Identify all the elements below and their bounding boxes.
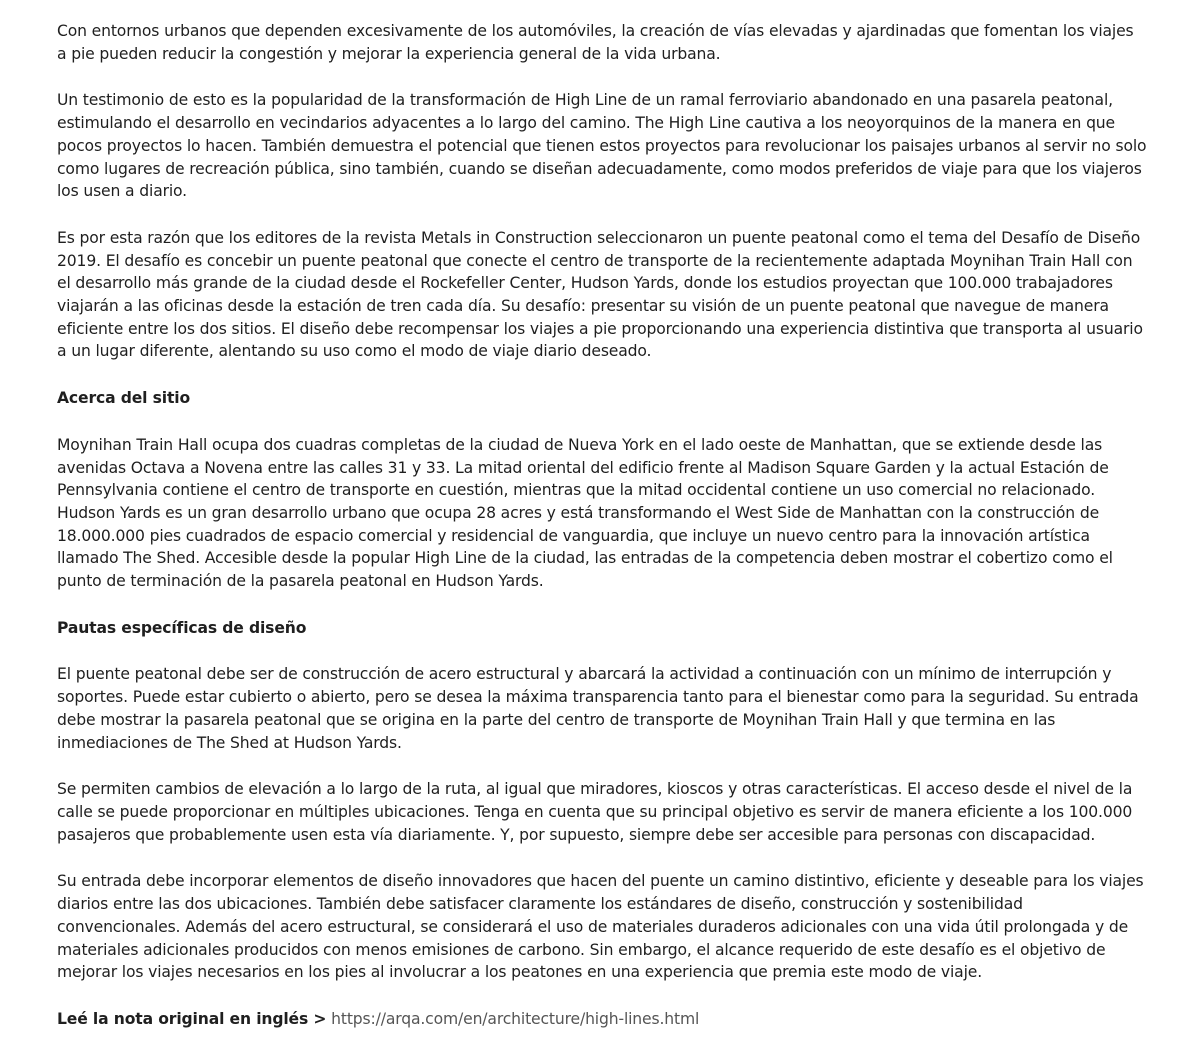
intro-paragraph-2: Un testimonio de esto es la popularidad de la transformación de High Line de un ramal ferroviario abandonado en una pasarela peatonal, estimulando el desarrollo en vecindarios adyacentes a lo largo del camino. The High Line cautiva a los neoyorquinos de la manera en que pocos proyectos lo hacen. También demuestra el potencial que tienen estos proyectos para revolucionar los paisajes urbanos al servir no solo como lugares de recreación pública, sino también, cuando se diseñan adecuadamente, como modos preferidos de viaje para que los viajeros los usen a diario. — [57, 91, 1147, 201]
source-link[interactable]: https://arqa.com/en/architecture/high-lines.html — [331, 1009, 700, 1028]
article-body — [57, 20, 1147, 1055]
design-paragraph-3: Su entrada debe incorporar elementos de diseño innovadores que hacen del puente un camino distintivo, eficiente y deseable para los viajes diarios entre las dos ubicaciones. También debe satisfacer claramente los estándares de diseño, construcción y sostenibilidad convencionales. Además del acero estructural, se considerará el uso de materiales duraderos adicionales con una vida útil prolongada y de materiales adicionales producidos con menos emisiones de carbono. Sin embargo, el alcance requerido de este desafío es el objetivo de mejorar los viajes necesarios en los pies al involucrar a los peatones en una experiencia que premia este modo de viaje. — [57, 872, 1144, 982]
design-paragraph-2: Se permiten cambios de elevación a lo largo de la ruta, al igual que miradores, kioscos y otras características. El acceso desde el nivel de la calle se puede proporcionar en múltiples ubicaciones. Tenga en cuenta que su principal objetivo es servir de manera eficiente a los 100.000 pasajeros que probablemente usen esta vía diariamente. Y, por supuesto, siempre debe ser accesible para personas con discapacidad. — [57, 780, 1133, 844]
source-label: Leé la nota original en inglés > — [57, 1009, 327, 1028]
site-section-heading: Acerca del sitio — [57, 389, 191, 408]
intro-paragraph-3: Es por esta razón que los editores de la revista Metals in Construction seleccionaron un puente peatonal como el tema del Desafío de Diseño 2019. El desafío es concebir un puente peatonal que conecte el centro de transporte de la recientemente adaptada Moynihan Train Hall con el desarrollo más grande de la ciudad desde el Rockefeller Center, Hudson Yards, donde los estudios proyectan que 100.000 trabajadores viajarán a las oficinas desde la estación de tren cada día. Su desafío: presentar su visión de un puente peatonal que navegue de manera eficiente entre los dos sitios. El diseño debe recompensar los viajes a pie proporcionando una experiencia distintiva que transporta al usuario a un lugar diferente, alentando su uso como el modo de viaje diario deseado. — [57, 228, 1143, 361]
intro-paragraph-1: Con entornos urbanos que dependen excesivamente de los automóviles, la creación de vías elevadas y ajardinadas que fomentan los viajes a pie pueden reducir la congestión y mejorar la experiencia general de la vida urbana. — [57, 22, 1134, 63]
design-section-heading: Pautas específicas de diseño — [57, 618, 307, 637]
site-section-paragraph: Moynihan Train Hall ocupa dos cuadras completas de la ciudad de Nueva York en el lado oeste de Manhattan, que se extiende desde las avenidas Octava a Novena entre las calles 31 y 33. La mitad oriental del edificio frente al Madison Square Garden y la actual Estación de Pennsylvania contiene el centro de transporte en cuestión, mientras que la mitad occidental contiene un uso comercial no relacionado. Hudson Yards es un gran desarrollo urbano que ocupa 28 acres y está transformando el West Side de Manhattan con la construcción de 18.000.000 pies cuadrados de espacio comercial y residencial de vanguardia, que incluye un nuevo centro para la innovación artística llamado The Shed. Accesible desde la popular High Line de la ciudad, las entradas de la competencia deben mostrar el cobertizo como el punto de terminación de la pasarela peatonal en Hudson Yards. — [57, 435, 1113, 591]
source-line — [57, 1008, 1147, 1031]
design-paragraph-1: El puente peatonal debe ser de construcción de acero estructural y abarcará la actividad a continuación con un mínimo de interrupción y soportes. Puede estar cubierto o abierto, pero se desea la máxima transparencia tanto para el bienestar como para la seguridad. Su entrada debe mostrar la pasarela peatonal que se origina en la parte del centro de transporte de Moynihan Train Hall y que termina en las inmediaciones de The Shed at Hudson Yards. — [57, 665, 1139, 752]
